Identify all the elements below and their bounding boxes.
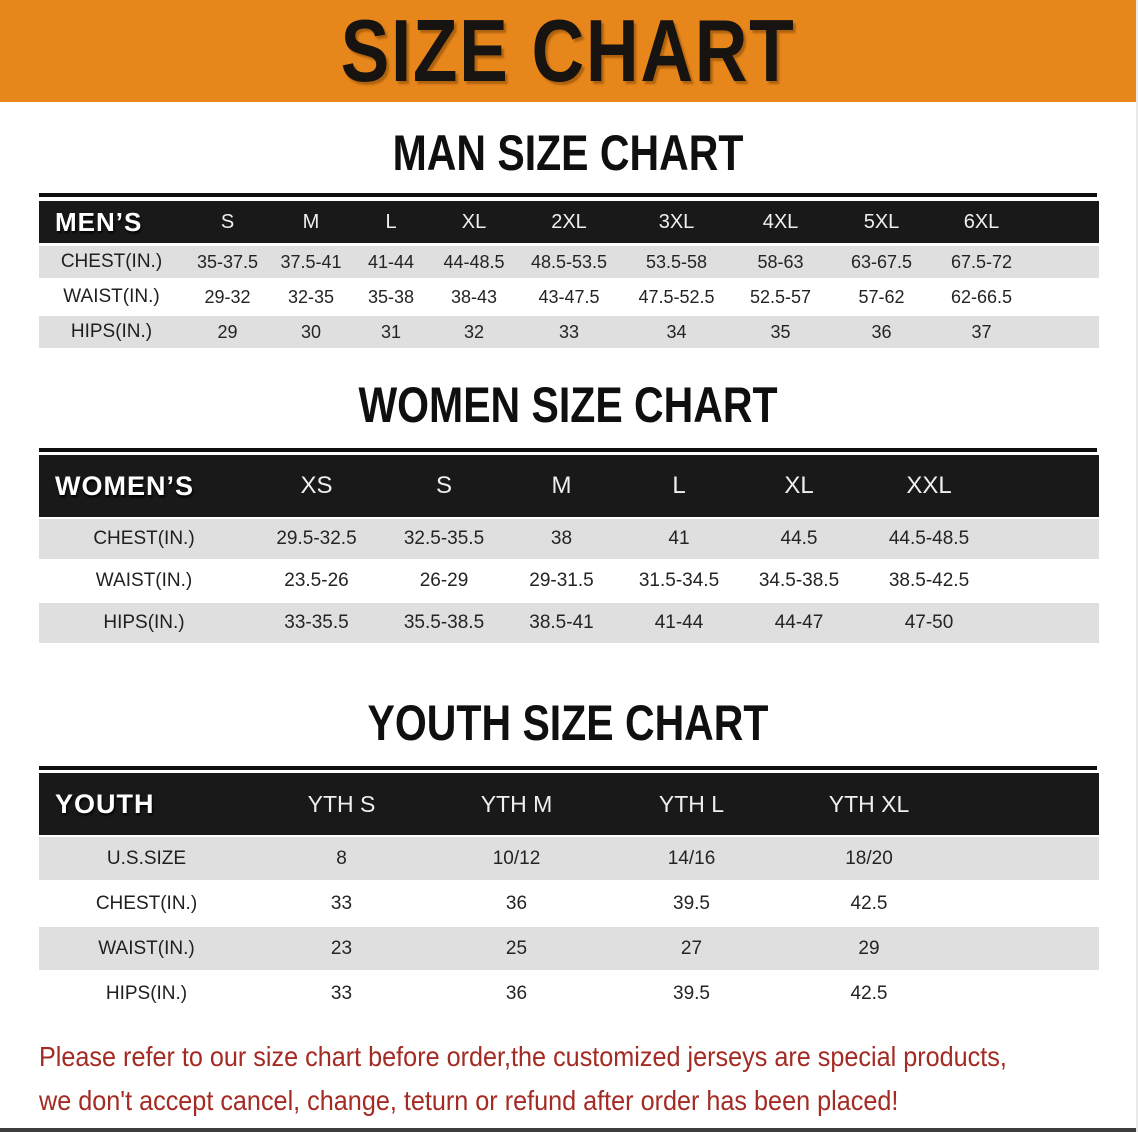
women-row-label: CHEST(IN.) bbox=[39, 519, 249, 559]
youth-waist-row bbox=[39, 927, 1099, 970]
men-size-header: 5XL bbox=[829, 201, 934, 243]
women-cell: 29-31.5 bbox=[504, 561, 619, 601]
banner-title: SIZE CHART bbox=[340, 1, 796, 100]
youth-header-row bbox=[39, 773, 1099, 835]
women-cell: 44.5 bbox=[739, 519, 859, 559]
men-row-label: WAIST(IN.) bbox=[39, 281, 184, 313]
men-size-header: 3XL bbox=[621, 201, 732, 243]
youth-cell: 36 bbox=[429, 972, 604, 1015]
youth-cell: 18/20 bbox=[779, 837, 959, 880]
women-cell: 35.5-38.5 bbox=[384, 603, 504, 643]
spacer-cell bbox=[1029, 246, 1099, 278]
header-spacer-cell bbox=[1029, 201, 1099, 243]
men-cell: 29 bbox=[184, 316, 271, 348]
men-cell: 31 bbox=[351, 316, 431, 348]
youth-table-topline bbox=[39, 766, 1097, 770]
women-cell: 33-35.5 bbox=[249, 603, 384, 643]
men-header-row bbox=[39, 201, 1099, 243]
disclaimer-note bbox=[39, 1035, 1136, 1123]
youth-cell: 39.5 bbox=[604, 972, 779, 1015]
women-row-label: HIPS(IN.) bbox=[39, 603, 249, 643]
men-cell: 37.5-41 bbox=[271, 246, 351, 278]
men-cell: 37 bbox=[934, 316, 1029, 348]
men-size-header: S bbox=[184, 201, 271, 243]
men-cell: 35 bbox=[732, 316, 829, 348]
youth-row-label: WAIST(IN.) bbox=[39, 927, 254, 970]
women-cell: 34.5-38.5 bbox=[739, 561, 859, 601]
youth-cell: 27 bbox=[604, 927, 779, 970]
header-spacer-cell bbox=[999, 455, 1099, 517]
men-cell: 57-62 bbox=[829, 281, 934, 313]
men-cell: 67.5-72 bbox=[934, 246, 1029, 278]
men-cell: 30 bbox=[271, 316, 351, 348]
men-cell: 36 bbox=[829, 316, 934, 348]
youth-size-header: YTH L bbox=[604, 773, 779, 835]
men-waist-row bbox=[39, 281, 1099, 313]
youth-cell: 23 bbox=[254, 927, 429, 970]
youth-size-header: YTH XL bbox=[779, 773, 959, 835]
women-cell: 29.5-32.5 bbox=[249, 519, 384, 559]
banner bbox=[0, 0, 1136, 102]
women-corner-label: WOMEN’S bbox=[39, 455, 249, 517]
youth-row-label: HIPS(IN.) bbox=[39, 972, 254, 1015]
youth-table-section bbox=[39, 766, 1097, 1017]
women-size-header: M bbox=[504, 455, 619, 517]
spacer-cell bbox=[999, 519, 1099, 559]
men-cell: 32 bbox=[431, 316, 517, 348]
youth-row-label: CHEST(IN.) bbox=[39, 882, 254, 925]
youth-chest-row bbox=[39, 882, 1099, 925]
youth-cell: 25 bbox=[429, 927, 604, 970]
youth-corner-label: YOUTH bbox=[39, 773, 254, 835]
spacer-cell bbox=[1029, 281, 1099, 313]
men-cell: 43-47.5 bbox=[517, 281, 621, 313]
men-table-topline bbox=[39, 193, 1097, 197]
men-cell: 58-63 bbox=[732, 246, 829, 278]
youth-ussize-row bbox=[39, 837, 1099, 880]
men-cell: 63-67.5 bbox=[829, 246, 934, 278]
women-chest-row bbox=[39, 519, 1099, 559]
spacer-cell bbox=[959, 927, 1099, 970]
women-cell: 31.5-34.5 bbox=[619, 561, 739, 601]
youth-cell: 8 bbox=[254, 837, 429, 880]
spacer-cell bbox=[1029, 316, 1099, 348]
women-cell: 41 bbox=[619, 519, 739, 559]
women-cell: 23.5-26 bbox=[249, 561, 384, 601]
women-header-row bbox=[39, 455, 1099, 517]
women-cell: 47-50 bbox=[859, 603, 999, 643]
men-cell: 34 bbox=[621, 316, 732, 348]
men-size-header: L bbox=[351, 201, 431, 243]
spacer-cell bbox=[959, 882, 1099, 925]
women-cell: 44-47 bbox=[739, 603, 859, 643]
women-waist-row bbox=[39, 561, 1099, 601]
youth-cell: 33 bbox=[254, 882, 429, 925]
women-row-label: WAIST(IN.) bbox=[39, 561, 249, 601]
youth-cell: 42.5 bbox=[779, 882, 959, 925]
women-size-table bbox=[39, 453, 1099, 645]
men-size-header: XL bbox=[431, 201, 517, 243]
men-row-label: HIPS(IN.) bbox=[39, 316, 184, 348]
men-size-header: 4XL bbox=[732, 201, 829, 243]
youth-row-label: U.S.SIZE bbox=[39, 837, 254, 880]
men-cell: 35-38 bbox=[351, 281, 431, 313]
youth-cell: 14/16 bbox=[604, 837, 779, 880]
spacer-cell bbox=[999, 603, 1099, 643]
women-cell: 32.5-35.5 bbox=[384, 519, 504, 559]
men-section-title: MAN SIZE CHART bbox=[392, 125, 744, 181]
men-cell: 41-44 bbox=[351, 246, 431, 278]
header-spacer-cell bbox=[959, 773, 1099, 835]
youth-cell: 29 bbox=[779, 927, 959, 970]
women-size-header: S bbox=[384, 455, 504, 517]
youth-hips-row bbox=[39, 972, 1099, 1015]
youth-size-table bbox=[39, 771, 1099, 1017]
women-hips-row bbox=[39, 603, 1099, 643]
women-table-topline bbox=[39, 448, 1097, 452]
spacer-cell bbox=[999, 561, 1099, 601]
men-corner-label: MEN’S bbox=[39, 201, 184, 243]
men-cell: 38-43 bbox=[431, 281, 517, 313]
youth-cell: 42.5 bbox=[779, 972, 959, 1015]
men-table-section bbox=[39, 193, 1097, 351]
youth-cell: 33 bbox=[254, 972, 429, 1015]
men-hips-row bbox=[39, 316, 1099, 348]
disclaimer-line-1: Please refer to our size chart before order,the customized jerseys are special products, bbox=[39, 1041, 1007, 1072]
men-cell: 62-66.5 bbox=[934, 281, 1029, 313]
women-section-title: WOMEN SIZE CHART bbox=[358, 377, 778, 433]
youth-size-header: YTH M bbox=[429, 773, 604, 835]
men-cell: 32-35 bbox=[271, 281, 351, 313]
youth-section-title: YOUTH SIZE CHART bbox=[367, 695, 769, 751]
men-row-label: CHEST(IN.) bbox=[39, 246, 184, 278]
men-cell: 52.5-57 bbox=[732, 281, 829, 313]
women-size-header: XXL bbox=[859, 455, 999, 517]
men-cell: 33 bbox=[517, 316, 621, 348]
men-cell: 53.5-58 bbox=[621, 246, 732, 278]
men-cell: 29-32 bbox=[184, 281, 271, 313]
men-cell: 35-37.5 bbox=[184, 246, 271, 278]
spacer-cell bbox=[959, 972, 1099, 1015]
bottom-divider-line bbox=[0, 1128, 1136, 1132]
men-size-header: 6XL bbox=[934, 201, 1029, 243]
women-cell: 38 bbox=[504, 519, 619, 559]
women-size-header: L bbox=[619, 455, 739, 517]
disclaimer-line-2: we don't accept cancel, change, teturn or refund after order has been placed! bbox=[39, 1085, 899, 1116]
women-cell: 26-29 bbox=[384, 561, 504, 601]
men-chest-row bbox=[39, 246, 1099, 278]
youth-cell: 39.5 bbox=[604, 882, 779, 925]
women-size-header: XL bbox=[739, 455, 859, 517]
women-size-header: XS bbox=[249, 455, 384, 517]
men-cell: 44-48.5 bbox=[431, 246, 517, 278]
women-cell: 44.5-48.5 bbox=[859, 519, 999, 559]
men-size-table bbox=[39, 198, 1099, 351]
women-cell: 41-44 bbox=[619, 603, 739, 643]
women-cell: 38.5-41 bbox=[504, 603, 619, 643]
youth-size-header: YTH S bbox=[254, 773, 429, 835]
women-table-section bbox=[39, 448, 1097, 645]
youth-cell: 36 bbox=[429, 882, 604, 925]
men-cell: 47.5-52.5 bbox=[621, 281, 732, 313]
men-size-header: 2XL bbox=[517, 201, 621, 243]
spacer-cell bbox=[959, 837, 1099, 880]
women-cell: 38.5-42.5 bbox=[859, 561, 999, 601]
men-size-header: M bbox=[271, 201, 351, 243]
youth-cell: 10/12 bbox=[429, 837, 604, 880]
men-cell: 48.5-53.5 bbox=[517, 246, 621, 278]
